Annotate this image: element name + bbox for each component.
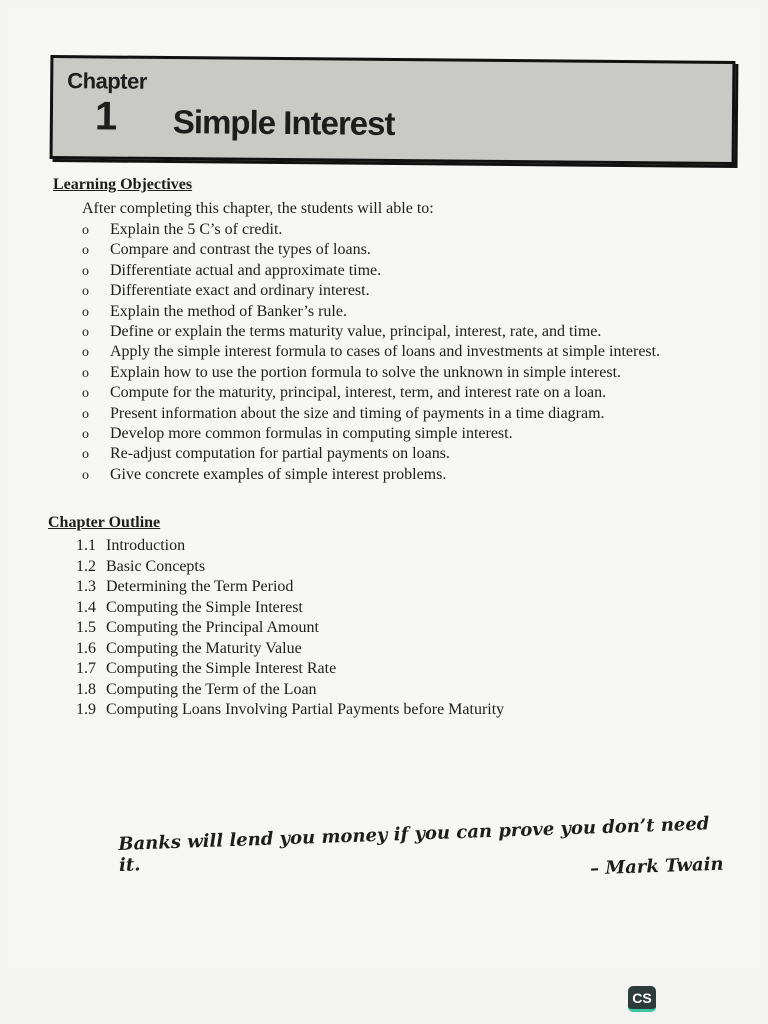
chapter-label: Chapter <box>67 68 147 94</box>
objective-item <box>78 220 728 240</box>
outline-number: 1.7 <box>76 660 96 677</box>
outline-number: 1.9 <box>76 701 96 718</box>
objective-item <box>78 261 728 281</box>
outline-number: 1.3 <box>76 578 96 595</box>
bullet-icon: o <box>82 406 89 422</box>
objective-text: Compute for the maturity, principal, interest, term, and interest rate on a loan. <box>110 384 607 402</box>
objective-text: Apply the simple interest formula to cases of loans and investments at simple interest. <box>110 343 661 361</box>
outline-item <box>76 598 636 619</box>
objective-item <box>78 281 728 301</box>
outline-title: Introduction <box>106 537 186 554</box>
outline-number: 1.8 <box>76 680 96 698</box>
outline-title: Computing the Principal Amount <box>106 619 319 636</box>
outline-title: Computing the Simple Interest Rate <box>106 660 337 677</box>
outline-title: Basic Concepts <box>106 557 206 575</box>
objective-text: Differentiate actual and approximate time. <box>110 261 382 279</box>
quote-author: – Mark Twain <box>589 853 724 880</box>
objective-text: Explain the 5 C’s of credit. <box>110 221 283 238</box>
outline-title: Computing the Maturity Value <box>106 639 302 657</box>
objective-item <box>78 444 728 464</box>
chapter-outline-list <box>76 536 636 721</box>
objective-item <box>78 465 728 485</box>
objective-text: Re-adjust computation for partial payments on loans. <box>110 445 450 463</box>
objective-text: Differentiate exact and ordinary interest. <box>110 282 370 300</box>
bullet-icon: o <box>82 263 89 279</box>
objective-item <box>78 322 728 342</box>
outline-number: 1.1 <box>76 537 96 554</box>
objective-text: Develop more common formulas in computing simple interest. <box>110 424 513 442</box>
outline-number: 1.6 <box>76 639 96 657</box>
objective-item <box>78 424 728 444</box>
outline-item <box>76 639 636 660</box>
objective-text: Present information about the size and timing of payments in a time diagram. <box>110 404 605 422</box>
bullet-icon: o <box>82 223 89 238</box>
bullet-icon: o <box>82 426 89 442</box>
quote-text: Banks will lend you money if you can prove you don’t need it. <box>118 813 710 876</box>
objective-item <box>78 240 728 260</box>
camscanner-logo-icon: CS <box>628 986 656 1012</box>
learning-objectives-list <box>78 220 728 485</box>
objective-text: Explain the method of Banker’s rule. <box>110 302 347 320</box>
bullet-icon: o <box>82 447 89 463</box>
outline-item <box>76 659 636 680</box>
objective-text: Define or explain the terms maturity value, principal, interest, rate, and time. <box>110 322 602 340</box>
outline-number: 1.5 <box>76 619 96 636</box>
outline-item <box>76 557 636 578</box>
bullet-icon: o <box>82 365 89 381</box>
chapter-outline-heading: Chapter Outline <box>48 514 161 531</box>
outline-item <box>76 680 636 701</box>
bullet-icon: o <box>82 467 89 483</box>
bullet-icon: o <box>82 324 89 340</box>
outline-item <box>76 577 636 598</box>
outline-title: Computing Loans Involving Partial Payments before Maturity <box>106 701 505 718</box>
objective-item <box>78 363 728 383</box>
bullet-icon: o <box>82 345 89 361</box>
learning-objectives-intro: After completing this chapter, the students will able to: <box>82 200 434 217</box>
objective-text: Explain how to use the portion formula to solve the unknown in simple interest. <box>110 363 622 381</box>
chapter-title: Simple Interest <box>172 103 395 143</box>
outline-title: Determining the Term Period <box>106 578 294 595</box>
outline-number: 1.2 <box>76 557 96 575</box>
outline-item <box>76 618 636 639</box>
objective-item <box>78 404 728 424</box>
outline-title: Computing the Term of the Loan <box>106 680 317 698</box>
objective-text: Give concrete examples of simple interest problems. <box>110 465 447 483</box>
bullet-icon: o <box>82 243 89 259</box>
outline-item <box>76 536 636 557</box>
bullet-icon: o <box>82 284 89 300</box>
chapter-header-box <box>50 55 736 165</box>
objective-text: Compare and contrast the types of loans. <box>110 241 371 259</box>
outline-item <box>76 700 636 721</box>
learning-objectives-heading: Learning Objectives <box>53 176 193 193</box>
objective-item <box>78 383 728 403</box>
outline-number: 1.4 <box>76 598 96 616</box>
outline-title: Computing the Simple Interest <box>106 598 303 616</box>
bullet-icon: o <box>82 304 89 320</box>
chapter-number: 1 <box>94 94 118 139</box>
objective-item <box>78 302 728 322</box>
bullet-icon: o <box>82 386 89 402</box>
objective-item <box>78 342 728 362</box>
